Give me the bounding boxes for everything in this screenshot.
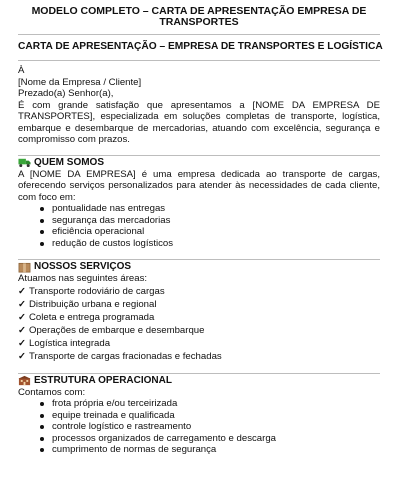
check-icon: ✓ bbox=[18, 311, 27, 323]
section-text: A [NOME DA EMPRESA] é uma empresa dedicada ao transporte de cargas, oferecendo serviços personalizados para atender às necessidades de cada cliente, com foco em: bbox=[18, 168, 380, 203]
bullet-list bbox=[18, 203, 380, 249]
list-item: ✓ Operações de embarque e desembarque bbox=[18, 324, 205, 336]
list-item: ✓ Distribuição urbana e regional bbox=[18, 298, 157, 310]
section-heading bbox=[18, 157, 380, 169]
check-list bbox=[18, 285, 380, 363]
list-item: ✓ Logística integrada bbox=[18, 337, 111, 349]
intro-paragraph: É com grande satisfação que apresentamos a [NOME DA EMPRESA DE TRANSPORTES], especializada em soluções completas de transporte, logística, embarque e desembarque de mercadorias, atuando com excelência, segurança e compromisso com prazos. bbox=[18, 99, 380, 145]
list-item: ✓ Transporte rodoviário de cargas bbox=[18, 285, 165, 297]
list-item: processos organizados de carregamento e descarga bbox=[40, 433, 380, 445]
list-item: equipe treinada e qualificada bbox=[40, 410, 380, 422]
list-item: cumprimento de normas de segurança bbox=[40, 444, 380, 456]
section-intro: Atuamos nas seguintes áreas: bbox=[18, 273, 148, 284]
check-icon: ✓ bbox=[18, 324, 27, 336]
list-item: frota própria e/ou terceirizada bbox=[40, 398, 380, 410]
section-heading-label: NOSSOS SERVIÇOS bbox=[34, 261, 132, 272]
divider bbox=[18, 259, 380, 260]
salutation-to: À bbox=[18, 65, 25, 76]
section-heading bbox=[18, 375, 380, 387]
package-icon bbox=[18, 262, 31, 273]
building-icon bbox=[18, 375, 31, 386]
document-page bbox=[18, 5, 383, 456]
recipient-company: [Nome da Empresa / Cliente] bbox=[18, 76, 142, 88]
divider bbox=[18, 60, 380, 61]
document-title: MODELO COMPLETO – CARTA DE APRESENTAÇÃO EMPRESA DE TRANSPORTES bbox=[31, 5, 367, 28]
list-item: ✓ Transporte de cargas fracionadas e fechadas bbox=[18, 350, 222, 362]
section-heading-label: QUEM SOMOS bbox=[34, 156, 105, 168]
check-icon: ✓ bbox=[18, 298, 27, 310]
list-item: controle logístico e rastreamento bbox=[40, 421, 380, 433]
list-item: pontualidade nas entregas bbox=[40, 203, 380, 215]
list-item: ✓ Coleta e entrega programada bbox=[18, 311, 155, 323]
section-nossos-servicos bbox=[18, 256, 380, 363]
divider bbox=[18, 34, 380, 35]
divider bbox=[18, 373, 380, 374]
section-estrutura-operacional bbox=[18, 370, 380, 456]
list-item: segurança das mercadorias bbox=[40, 215, 380, 227]
section-quem-somos bbox=[18, 152, 380, 250]
letter-subtitle: CARTA DE APRESENTAÇÃO – EMPRESA DE TRANSPORTES E LOGÍSTICA bbox=[18, 41, 383, 52]
greeting: Prezado(a) Senhor(a), bbox=[18, 88, 114, 99]
list-item: redução de custos logísticos bbox=[40, 238, 380, 250]
check-icon: ✓ bbox=[18, 350, 27, 362]
section-heading-label: ESTRUTURA OPERACIONAL bbox=[34, 374, 172, 386]
check-icon: ✓ bbox=[18, 285, 27, 297]
letter-body bbox=[18, 65, 380, 146]
section-heading bbox=[18, 261, 380, 273]
divider bbox=[18, 155, 380, 156]
truck-icon bbox=[18, 157, 31, 168]
bullet-list bbox=[18, 398, 380, 456]
check-icon: ✓ bbox=[18, 337, 27, 349]
section-intro: Contamos com: bbox=[18, 386, 86, 398]
list-item: eficiência operacional bbox=[40, 226, 380, 238]
